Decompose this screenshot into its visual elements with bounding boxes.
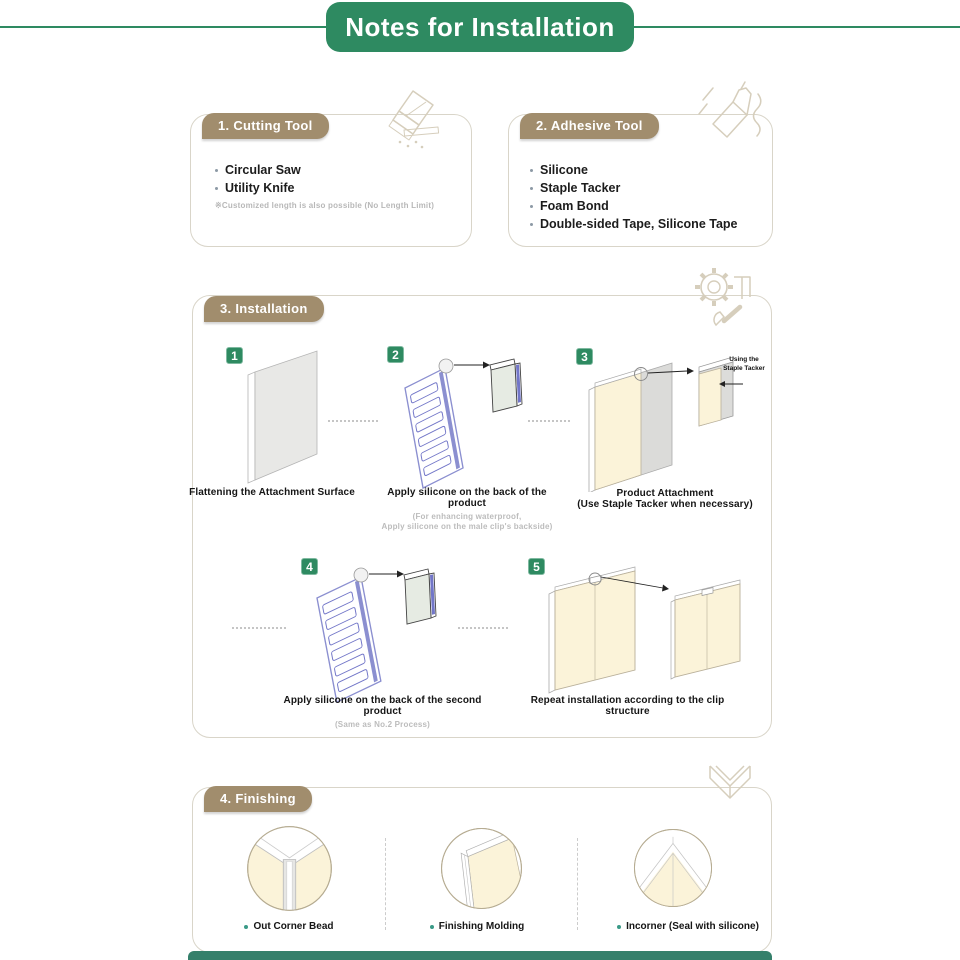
bullet-dot <box>430 925 434 929</box>
list-item <box>530 197 738 215</box>
list-item-label: Utility Knife <box>225 181 295 195</box>
caption-subtext <box>275 720 490 730</box>
utility-knife-icon <box>370 86 444 152</box>
gear-wrench-icon <box>690 263 762 333</box>
bullet-dot <box>530 205 533 208</box>
subtext-line: Apply silicone on the male clip's backside) <box>381 521 553 531</box>
finishing-divider-dashed <box>385 838 386 930</box>
step-4-illustration <box>293 558 448 706</box>
list-item-label: Circular Saw <box>225 163 301 177</box>
finishing-heading: 4. Finishing <box>204 786 312 812</box>
step-1-caption <box>187 487 357 498</box>
bullet-dot <box>244 925 248 929</box>
list-item <box>530 179 738 197</box>
next-section-bar <box>188 951 772 960</box>
step-4-number: 4 <box>301 558 318 575</box>
finishing-molding-figure <box>439 826 524 911</box>
bullet-dot <box>530 169 533 172</box>
step-3-number: 3 <box>576 348 593 365</box>
caption-text: Apply silicone on the back of the product <box>387 487 547 509</box>
step-2-illustration <box>383 348 528 490</box>
finishing-molding-caption <box>387 921 567 932</box>
out-corner-bead-figure <box>245 824 334 913</box>
list-item <box>530 161 738 179</box>
adhesive-tool-heading: 2. Adhesive Tool <box>520 113 659 139</box>
bullet-dot <box>530 223 533 226</box>
caption-text: Repeat installation according to the clip structure <box>530 695 725 717</box>
step-5-number: 5 <box>528 558 545 575</box>
caption-text: Finishing Molding <box>438 921 525 932</box>
step-5-caption <box>520 695 735 717</box>
cutting-tool-list <box>215 161 434 210</box>
caption-subtext <box>372 512 562 531</box>
step-1-number: 1 <box>226 347 243 364</box>
caption-text: (Use Staple Tacker when necessary) <box>577 499 753 510</box>
list-item <box>215 161 434 179</box>
bullet-dot <box>617 925 621 929</box>
step-2-caption <box>372 487 562 531</box>
subtext-line: (Same as No.2 Process) <box>334 720 431 729</box>
step-divider-dotted <box>328 420 378 422</box>
adhesive-tool-list <box>530 161 738 233</box>
bullet-dot <box>530 187 533 190</box>
list-item-label: Double-sided Tape, Silicone Tape <box>540 217 738 231</box>
step-2-number: 2 <box>387 346 404 363</box>
step-4-caption <box>275 695 490 730</box>
page-title: Notes for Installation <box>326 2 634 52</box>
corner-piece-icon <box>702 758 760 812</box>
step-divider-dotted <box>528 420 570 422</box>
installation-heading: 3. Installation <box>204 296 324 322</box>
list-item <box>530 215 738 233</box>
caption-text: Product Attachment <box>616 488 714 499</box>
step-1-illustration <box>205 348 355 498</box>
cutting-tool-heading: 1. Cutting Tool <box>202 113 329 139</box>
list-item <box>215 179 434 197</box>
list-item-label: Foam Bond <box>540 199 609 213</box>
step-3-caption <box>565 488 765 510</box>
step-divider-dotted <box>458 627 508 629</box>
step-5-illustration <box>535 558 770 698</box>
annotation-line: Staple Tacker <box>723 364 765 372</box>
bullet-dot <box>215 187 218 190</box>
caption-text: Apply silicone on the back of the second product <box>283 695 482 717</box>
bullet-dot <box>215 169 218 172</box>
list-item-label: Staple Tacker <box>540 181 621 195</box>
out-corner-bead-caption <box>199 921 379 932</box>
subtext-line: (For enhancing waterproof, <box>412 512 522 521</box>
list-item-label: Silicone <box>540 163 588 177</box>
step-3-annotation <box>716 356 772 373</box>
step-divider-dotted <box>232 627 286 629</box>
caption-text: Flattening the Attachment Surface <box>189 487 355 498</box>
annotation-line: Using the <box>729 356 759 363</box>
finishing-divider-dashed <box>577 838 578 930</box>
silicone-tube-icon <box>695 80 769 150</box>
cutting-note: ※Customized length is also possible (No Length Limit) <box>215 201 435 210</box>
incorner-caption <box>578 921 798 932</box>
caption-text: Out Corner Bead <box>253 921 334 932</box>
incorner-figure <box>632 827 714 909</box>
caption-text: Incorner (Seal with silicone) <box>626 921 759 932</box>
